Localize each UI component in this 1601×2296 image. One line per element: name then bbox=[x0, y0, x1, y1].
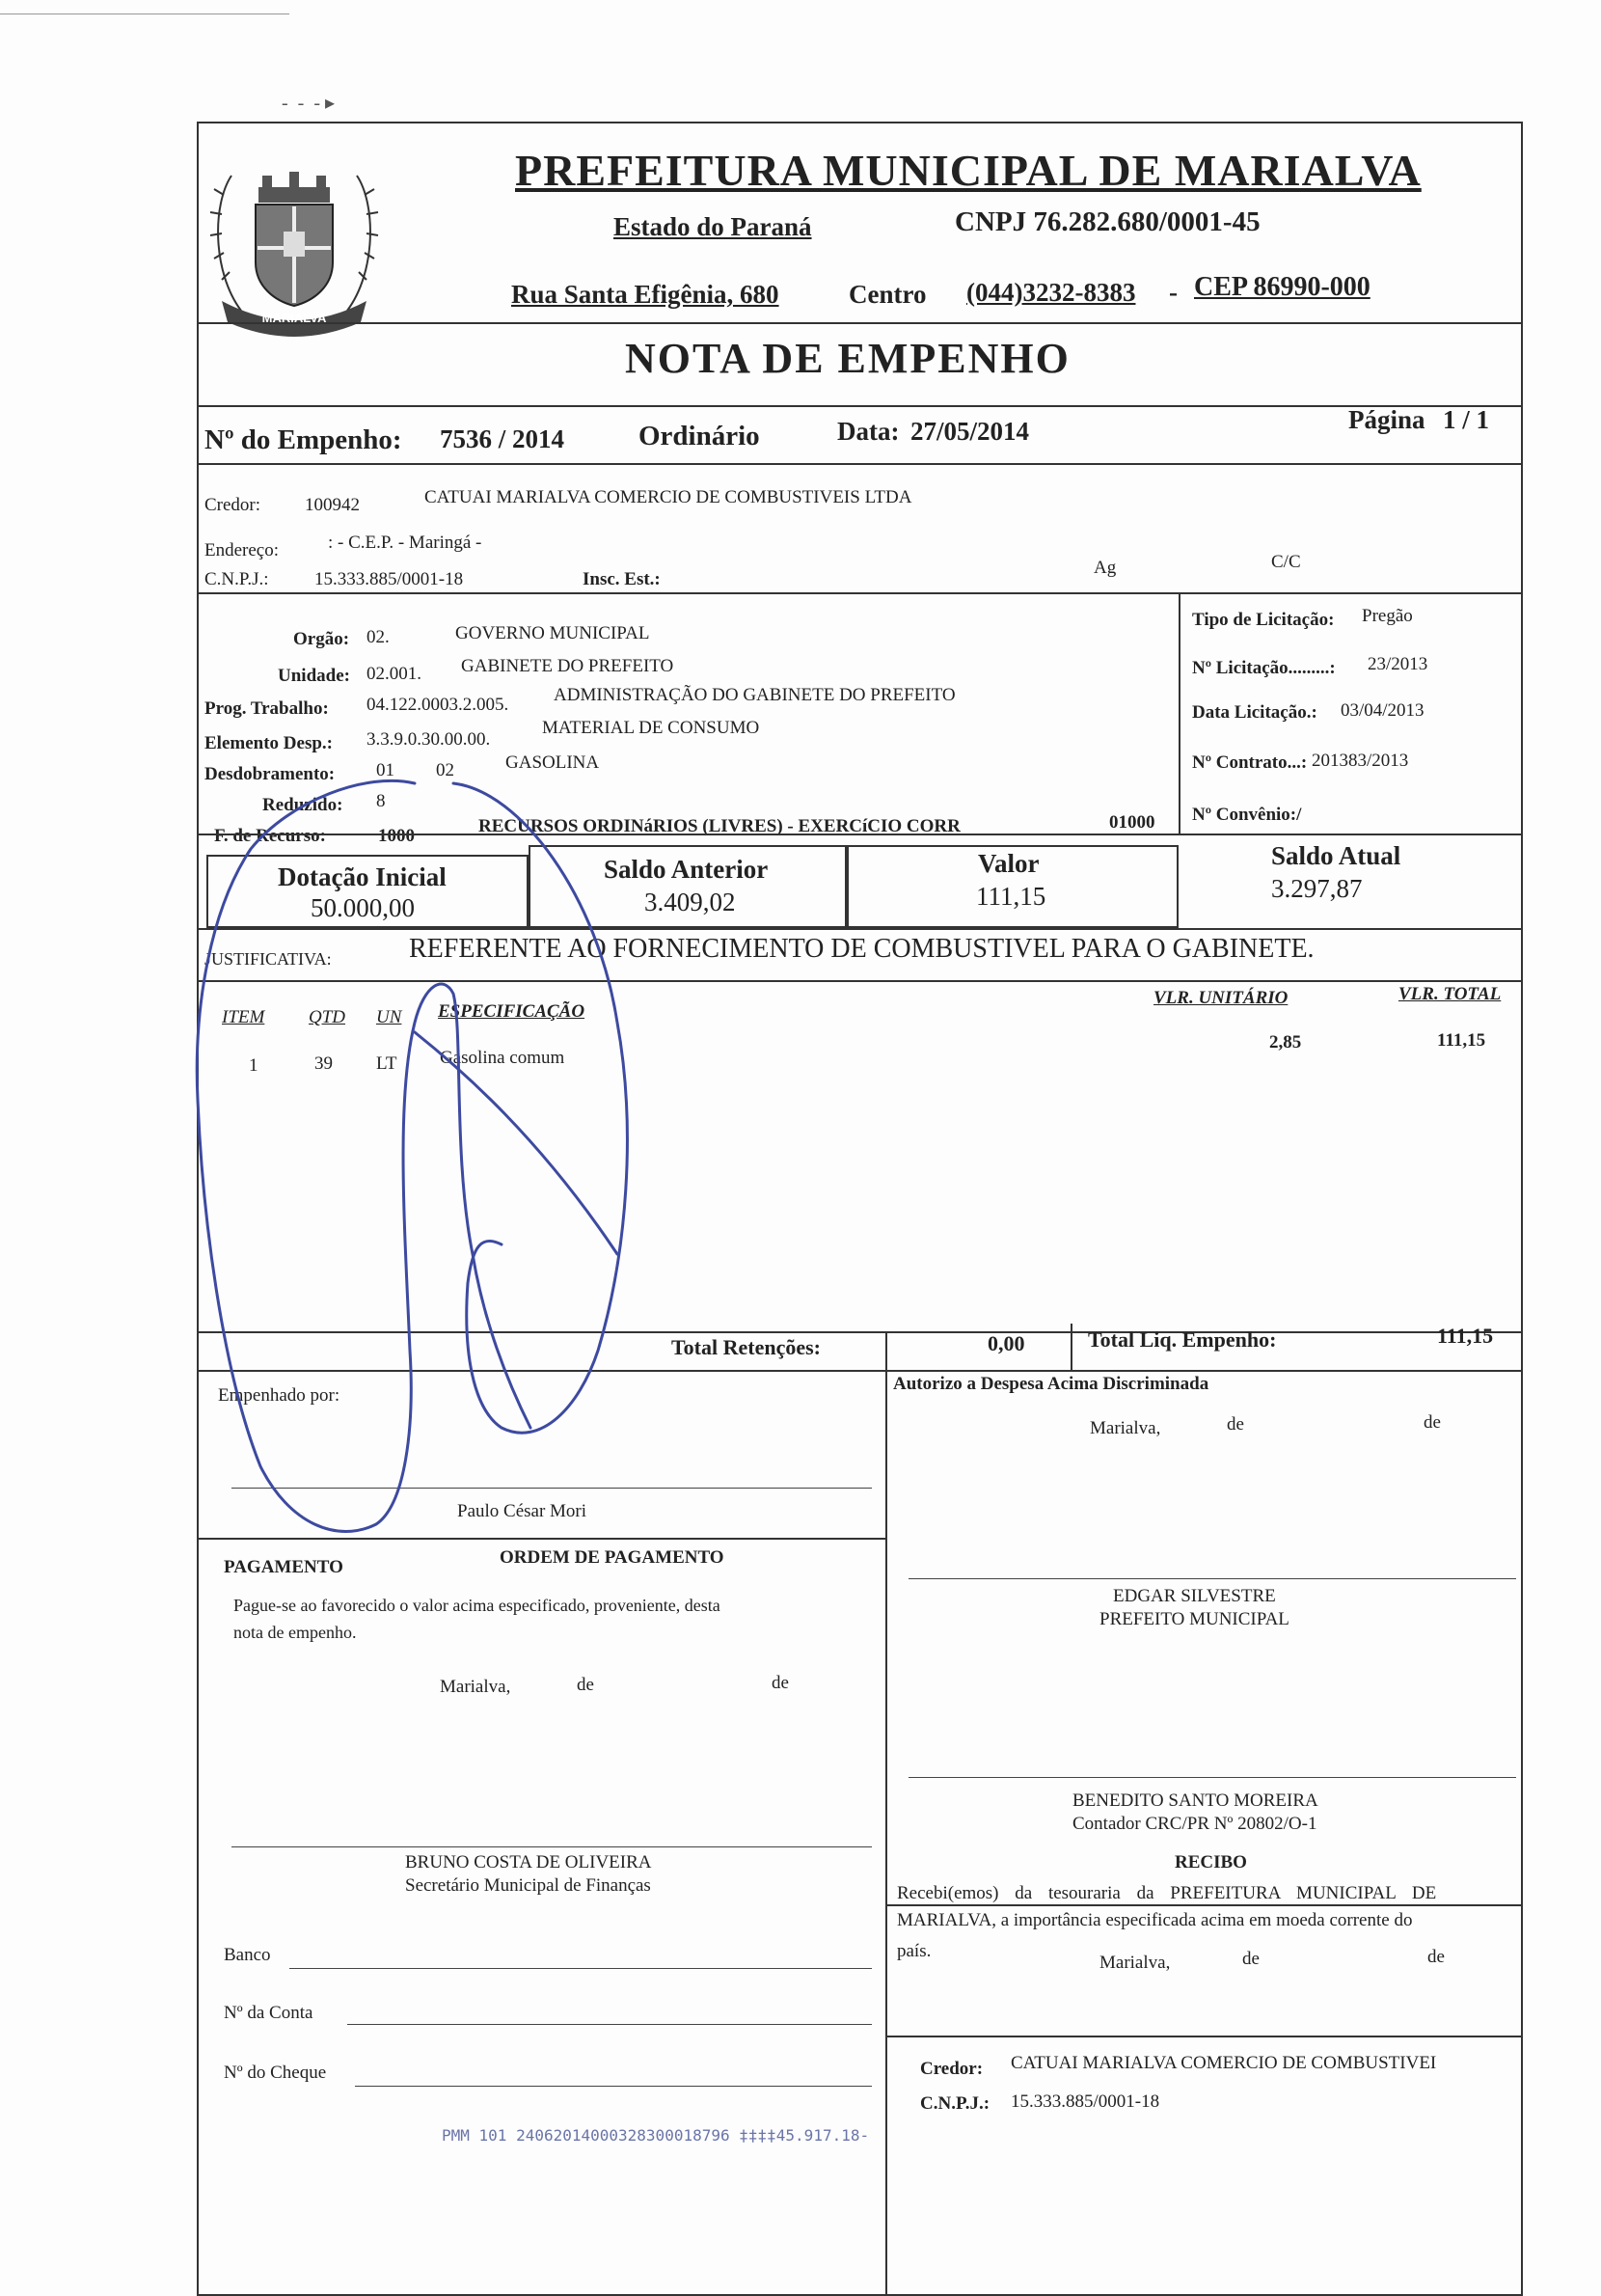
prefeito-signature-line bbox=[909, 1578, 1516, 1579]
pagamento-city: Marialva, bbox=[440, 1677, 511, 1697]
contador-role: Contador CRC/PR Nº 20802/O-1 bbox=[1072, 1814, 1317, 1834]
credor-address-label: Endereço: bbox=[204, 540, 280, 560]
ordem-pagamento-label: ORDEM DE PAGAMENTO bbox=[500, 1547, 724, 1568]
banco-label: Banco bbox=[224, 1945, 271, 1965]
lower-center-divider bbox=[885, 1370, 887, 2296]
header-phone: (044)3232-8383 bbox=[966, 278, 1136, 307]
total-liquido-label: Total Liq. Empenho: bbox=[1088, 1327, 1277, 1352]
saldo-anterior-value: 3.409,02 bbox=[644, 888, 736, 916]
recibo-credor-name: CATUAI MARIALVA COMERCIO DE COMBUSTIVEI bbox=[1011, 2053, 1437, 2073]
autorizo-text: Autorizo a Despesa Acima Discriminada bbox=[893, 1374, 1209, 1394]
numero-licitacao-label: Nº Licitação.........: bbox=[1192, 658, 1336, 678]
prefeito-role: PREFEITO MUNICIPAL bbox=[1099, 1609, 1289, 1629]
vlr-total-header: VLR. TOTAL bbox=[1398, 984, 1502, 1004]
dotacao-label: Dotação Inicial bbox=[278, 862, 447, 891]
items-top-line bbox=[197, 980, 1523, 982]
recibo-city: Marialva, bbox=[1099, 1953, 1171, 1973]
municipality-title: PREFEITURA MUNICIPAL DE MARIALVA bbox=[515, 146, 1422, 195]
totals-top-line bbox=[197, 834, 1523, 835]
numero-licitacao: 23/2013 bbox=[1368, 654, 1428, 674]
row-un: LT bbox=[376, 1053, 397, 1074]
row-item: 1 bbox=[249, 1055, 258, 1076]
tipo-licitacao-label: Tipo de Licitação: bbox=[1192, 610, 1335, 630]
prog-name: ADMINISTRAÇÃO DO GABINETE DO PREFEITO bbox=[554, 685, 956, 705]
recibo-de-1: de bbox=[1242, 1949, 1260, 1969]
autorizo-de-1: de bbox=[1227, 1414, 1244, 1435]
signatures-top-line bbox=[197, 1370, 1523, 1372]
desdobramento-b: 02 bbox=[436, 760, 454, 780]
pagamento-top-line bbox=[197, 1538, 885, 1540]
orgao-name: GOVERNO MUNICIPAL bbox=[455, 623, 650, 643]
credor-name: CATUAI MARIALVA COMERCIO DE COMBUSTIVEIS LTDA bbox=[424, 487, 912, 507]
banco-line[interactable] bbox=[289, 1968, 872, 1969]
total-liquido-value: 111,15 bbox=[1437, 1324, 1494, 1348]
desdobramento-label: Desdobramento: bbox=[204, 764, 336, 784]
conta-label: Nº da Conta bbox=[224, 2003, 313, 2023]
state-name: Estado do Paraná bbox=[613, 212, 812, 241]
secretario-name: BRUNO COSTA DE OLIVEIRA bbox=[405, 1852, 652, 1872]
vlr-unitario-header: VLR. UNITÁRIO bbox=[1153, 988, 1289, 1008]
credor-code: 100942 bbox=[305, 495, 360, 515]
conta-line[interactable] bbox=[347, 2024, 872, 2025]
convenio-label: Nº Convênio:/ bbox=[1192, 805, 1302, 825]
logo-text: MARIALVA bbox=[261, 311, 327, 325]
row-unit-value: 2,85 bbox=[1269, 1032, 1302, 1052]
logo bbox=[203, 147, 386, 340]
recibo-line-1: Recebi(emos) da tesouraria da PREFEITURA MUNICIPAL DE bbox=[897, 1883, 1437, 1903]
prog-label: Prog. Trabalho: bbox=[204, 698, 329, 719]
cheque-line[interactable] bbox=[355, 2086, 872, 2087]
pagamento-de-2: de bbox=[772, 1673, 789, 1693]
orgao-label: Orgão: bbox=[293, 629, 350, 649]
pagamento-label: PAGAMENTO bbox=[224, 1557, 343, 1577]
row-total-value: 111,15 bbox=[1437, 1030, 1486, 1051]
retencoes-top-line bbox=[197, 1331, 1523, 1333]
retencoes-divider-1 bbox=[885, 1331, 887, 1370]
budget-top-line bbox=[197, 592, 1523, 594]
retencoes-divider-2 bbox=[1071, 1324, 1072, 1370]
reduzido-label: Reduzido: bbox=[262, 795, 343, 815]
empenho-number-label: Nº do Empenho: bbox=[204, 424, 402, 455]
valor-label: Valor bbox=[978, 849, 1040, 878]
contrato-label: Nº Contrato...: bbox=[1192, 752, 1308, 773]
recibo-title: RECIBO bbox=[1175, 1852, 1247, 1872]
unidade-code: 02.001. bbox=[366, 664, 421, 684]
contador-name: BENEDITO SANTO MOREIRA bbox=[1072, 1790, 1318, 1811]
municipal-coat-of-arms-icon bbox=[203, 147, 386, 340]
header-address: Rua Santa Efigênia, 680 bbox=[511, 280, 779, 309]
header-cep: CEP 86990-000 bbox=[1194, 272, 1370, 302]
elemento-name: MATERIAL DE CONSUMO bbox=[542, 718, 760, 738]
recibo-line-3: país. bbox=[897, 1941, 932, 1961]
credor-address: : - C.E.P. - Maringá - bbox=[328, 533, 482, 553]
saldo-atual-value: 3.297,87 bbox=[1271, 874, 1363, 903]
empenho-date-label: Data: bbox=[837, 417, 900, 446]
empenhado-label: Empenhado por: bbox=[218, 1385, 340, 1406]
justificativa-top-line bbox=[197, 928, 1523, 930]
elemento-label: Elemento Desp.: bbox=[204, 733, 333, 753]
desdobramento-name: GASOLINA bbox=[505, 752, 600, 773]
credor-cnpj: 15.333.885/0001-18 bbox=[314, 569, 464, 589]
insc-est-label: Insc. Est.: bbox=[583, 569, 661, 589]
recibo-top-line bbox=[885, 1904, 1523, 1906]
secretario-signature-line bbox=[231, 1846, 872, 1847]
secretario-role: Secretário Municipal de Finanças bbox=[405, 1875, 651, 1896]
autorizo-de-2: de bbox=[1424, 1412, 1441, 1433]
recurso-label: F. de Recurso: bbox=[214, 826, 326, 846]
cnpj-header: CNPJ 76.282.680/0001-45 bbox=[955, 206, 1261, 237]
recibo-line-2: MARIALVA, a importância especificada acima em moeda corrente do bbox=[897, 1910, 1413, 1930]
pagamento-text-1: Pague-se ao favorecido o valor acima especificado, proveniente, desta bbox=[233, 1596, 720, 1615]
credor-label: Credor: bbox=[204, 495, 261, 515]
unidade-label: Unidade: bbox=[278, 666, 350, 686]
protocol-stamp: PMM 101 24062014000328300018796 ‡‡‡‡45.917.18- bbox=[442, 2126, 870, 2145]
header-divider bbox=[197, 322, 1523, 324]
header-separator: - bbox=[1169, 278, 1178, 307]
cc-label: C/C bbox=[1271, 552, 1301, 572]
reduzido-value: 8 bbox=[376, 791, 386, 811]
justificativa-label: JUSTIFICATIVA: bbox=[204, 949, 332, 969]
pagamento-de-1: de bbox=[577, 1675, 594, 1695]
prefeito-name: EDGAR SILVESTRE bbox=[1113, 1586, 1276, 1606]
scan-mark: - - - ▸ bbox=[282, 93, 336, 114]
qtd-header: QTD bbox=[309, 1007, 346, 1027]
recurso-number: 01000 bbox=[1109, 812, 1155, 833]
contrato-value: 201383/2013 bbox=[1312, 751, 1409, 771]
desdobramento-a: 01 bbox=[376, 760, 394, 780]
elemento-code: 3.3.9.0.30.00.00. bbox=[366, 729, 491, 750]
especificacao-header: ESPECIFICAÇÃO bbox=[438, 1001, 585, 1022]
prog-code: 04.122.0003.2.005. bbox=[366, 695, 509, 715]
autorizo-city: Marialva, bbox=[1090, 1418, 1161, 1438]
saldo-atual-label: Saldo Atual bbox=[1271, 841, 1401, 870]
saldo-anterior-label: Saldo Anterior bbox=[604, 855, 769, 884]
orgao-code: 02. bbox=[366, 627, 390, 647]
recibo-cnpj-label: C.N.P.J.: bbox=[920, 2093, 990, 2114]
credor-top-line bbox=[197, 463, 1523, 465]
row-spec: Gasolina comum bbox=[440, 1048, 565, 1068]
empenho-number: 7536 / 2014 bbox=[440, 424, 565, 453]
un-header: UN bbox=[376, 1007, 402, 1027]
contador-signature-line bbox=[909, 1777, 1516, 1778]
recibo-credor-top-line bbox=[885, 2036, 1523, 2037]
item-header: ITEM bbox=[222, 1007, 265, 1027]
licitacao-divider bbox=[1179, 592, 1180, 834]
tipo-licitacao: Pregão bbox=[1362, 606, 1413, 626]
recurso-name: RECURSOS ORDINáRIOS (LIVRES) - EXERCíCIO CORR bbox=[478, 816, 961, 836]
valor-value: 111,15 bbox=[976, 882, 1046, 911]
recurso-code: 1000 bbox=[378, 826, 415, 846]
retencoes-value: 0,00 bbox=[988, 1331, 1025, 1355]
cheque-label: Nº do Cheque bbox=[224, 2063, 327, 2083]
empenho-type: Ordinário bbox=[638, 421, 760, 451]
recibo-cnpj: 15.333.885/0001-18 bbox=[1011, 2091, 1160, 2112]
pagamento-text-2: nota de empenho. bbox=[233, 1623, 357, 1642]
retencoes-label: Total Retenções: bbox=[671, 1335, 821, 1359]
empenho-date: 27/05/2014 bbox=[910, 417, 1030, 446]
empenhado-signature-line bbox=[231, 1488, 872, 1489]
recibo-credor-label: Credor: bbox=[920, 2059, 984, 2079]
page-label: Página bbox=[1348, 405, 1425, 434]
page-number: 1 / 1 bbox=[1443, 405, 1490, 434]
header-district: Centro bbox=[849, 280, 927, 309]
data-licitacao-label: Data Licitação.: bbox=[1192, 702, 1317, 723]
unidade-name: GABINETE DO PREFEITO bbox=[461, 656, 674, 676]
ag-label: Ag bbox=[1094, 558, 1117, 578]
justificativa-text: REFERENTE AO FORNECIMENTO DE COMBUSTIVEL PARA O GABINETE. bbox=[409, 934, 1315, 964]
data-licitacao: 03/04/2013 bbox=[1341, 700, 1425, 721]
credor-cnpj-label: C.N.P.J.: bbox=[204, 569, 269, 589]
empenhado-name: Paulo César Mori bbox=[457, 1501, 587, 1521]
recibo-de-2: de bbox=[1427, 1947, 1445, 1967]
document-title: NOTA DE EMPENHO bbox=[625, 335, 1071, 382]
dotacao-value: 50.000,00 bbox=[311, 893, 415, 922]
row-qtd: 39 bbox=[314, 1053, 333, 1074]
